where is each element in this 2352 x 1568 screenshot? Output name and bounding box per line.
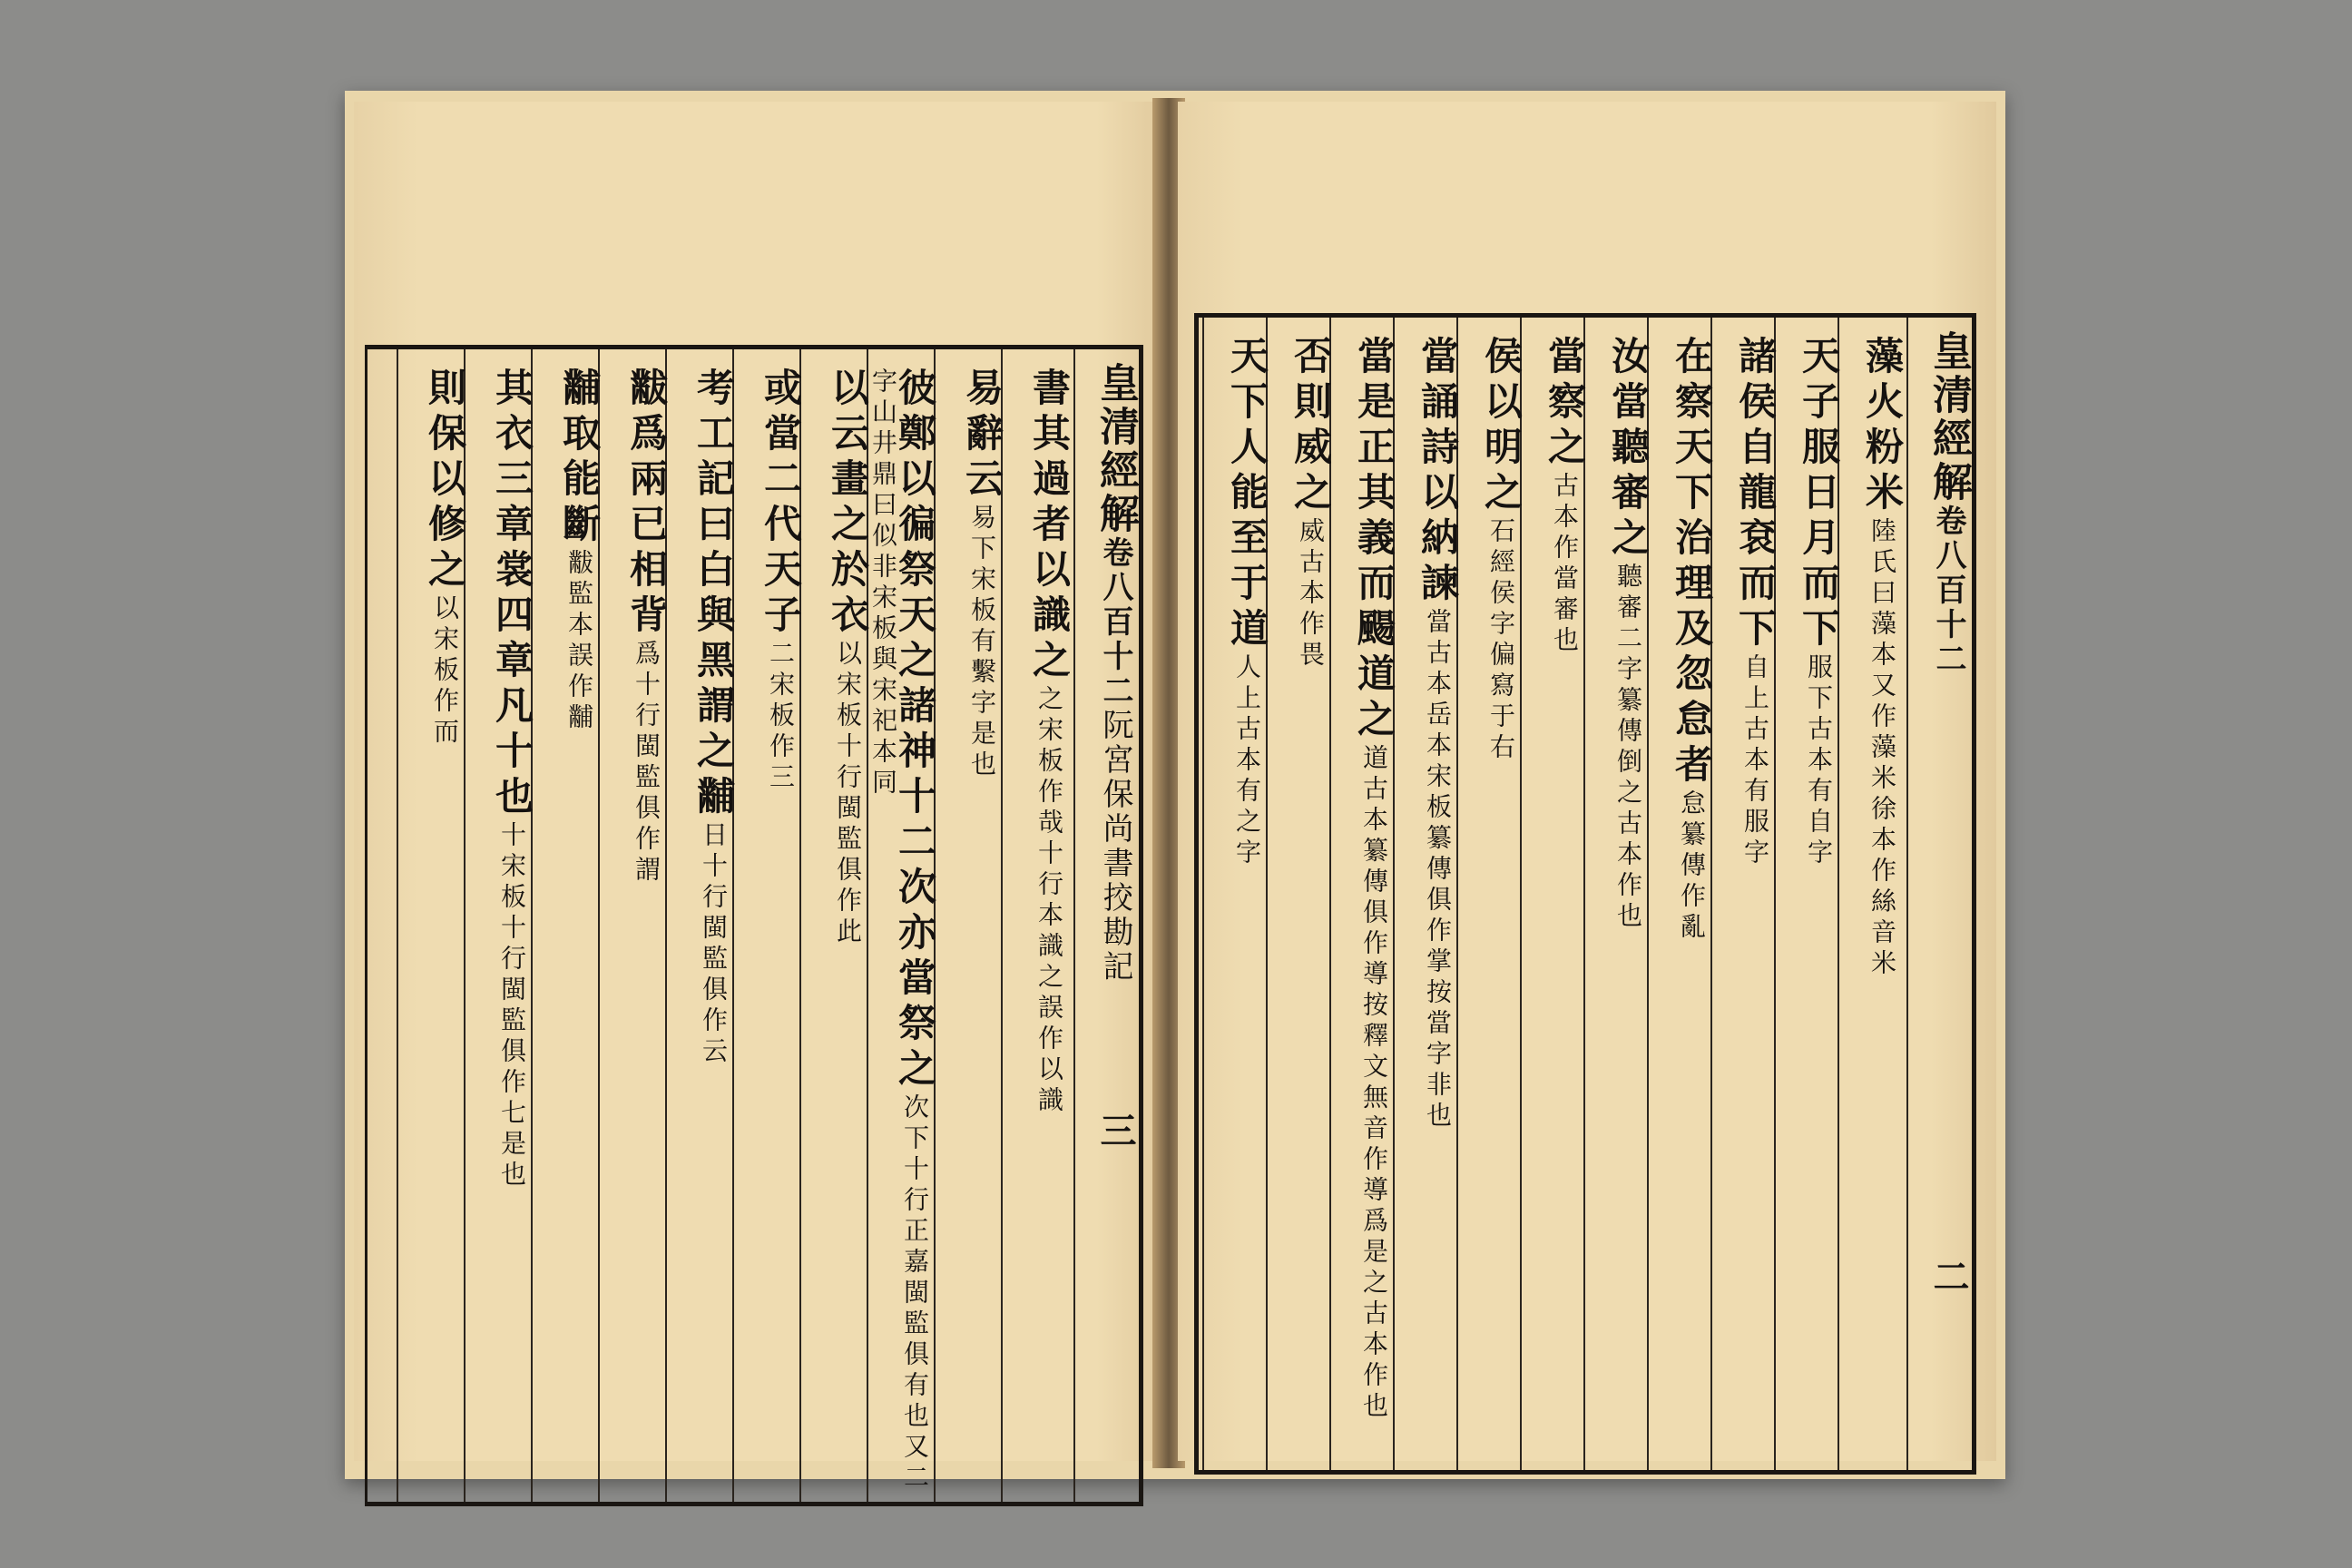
commentary-note: 爲十行閩監俱作謂 [632, 640, 662, 887]
commentary-note: 石經侯字偏寫于右 [1486, 517, 1516, 764]
commentary-note: 人上古本有之字 [1232, 653, 1262, 869]
commentary-note: 十宋板十行閩監俱作七是也 [497, 821, 527, 1191]
text-column [1271, 318, 1333, 1470]
commentary-note: 黻監本誤作黼 [564, 549, 594, 734]
main-text: 其衣三章裳四章凡十也 [490, 368, 534, 821]
left-page [354, 102, 1161, 1494]
text-column [1006, 349, 1072, 1502]
commentary-note: 聽審二字纂傳倒之古本作也 [1613, 563, 1643, 933]
commentary-note: 易下宋板有繫字是也 [967, 504, 997, 781]
page-number: 三 [1094, 1112, 1137, 1152]
right-page [1178, 102, 1996, 1461]
text-column [1398, 318, 1460, 1470]
commentary-note: 怠纂傳作亂 [1677, 789, 1707, 944]
text-column [939, 349, 1004, 1502]
text-column [1779, 318, 1841, 1470]
text-column [868, 349, 937, 1502]
commentary-note: 二宋板作三 [766, 640, 796, 794]
open-book [345, 91, 2005, 1494]
main-text: 否則威之 [1289, 336, 1333, 517]
main-text: 諸侯自龍袞而下 [1733, 336, 1778, 653]
text-column [402, 349, 467, 1502]
main-text: 當察之 [1543, 336, 1587, 472]
main-text: 考工記曰白與黑謂之黼 [691, 368, 736, 821]
main-text: 黼取能斷 [557, 368, 602, 549]
column-rule [1583, 318, 1585, 1470]
text-column [805, 349, 870, 1502]
text-column [536, 349, 602, 1502]
commentary-note: 之宋板作哉十行本識之誤作以識 [1034, 685, 1064, 1117]
column-rule [397, 349, 398, 1502]
column-rule [1906, 318, 1908, 1470]
commentary-note: 自上古本有服字 [1740, 653, 1770, 869]
text-column [671, 349, 736, 1502]
left-text-frame [365, 345, 1143, 1506]
main-text: 天下人能至于道 [1225, 336, 1269, 653]
text-column [1208, 318, 1269, 1470]
text-column [738, 349, 803, 1502]
text-column [1652, 318, 1714, 1470]
right-text-frame [1194, 313, 1976, 1475]
main-text: 當誦詩以納諫 [1416, 336, 1460, 608]
commentary-note: 當古本岳本宋板纂傳俱作掌按當字非也 [1423, 608, 1453, 1132]
commentary-note: 道古本纂傳俱作導按釋文無音作導爲是之古本作也 [1359, 744, 1389, 1423]
text-column [1589, 318, 1651, 1470]
main-text: 侯以明之 [1479, 336, 1524, 517]
main-text: 在察天下治理及忽怠者 [1670, 336, 1714, 789]
main-text: 書其過者以識之 [1027, 368, 1072, 685]
commentary-note: 以宋板作而 [430, 594, 460, 749]
text-column [1843, 318, 1905, 1470]
left-margin-title [1083, 349, 1139, 1502]
text-column [1335, 318, 1396, 1470]
author-title: 阮宮保尚書挍勘記 [1097, 709, 1133, 985]
page-number: 二 [1927, 1258, 1970, 1298]
column-rule [1073, 349, 1075, 1502]
commentary-note: 日十行閩監俱作云 [699, 821, 729, 1068]
main-text: 易辭云 [960, 368, 1004, 504]
text-column [1525, 318, 1587, 1470]
main-text: 或當二代天子 [759, 368, 803, 640]
main-text: 以云畫之於衣 [826, 368, 870, 640]
volume-label: 卷八百十二 [1930, 505, 1966, 677]
right-margin-title [1916, 318, 1972, 1470]
book-title: 皇清經解 [1093, 362, 1139, 536]
column-rule [1202, 318, 1204, 1470]
commentary-note: 威古本作畏 [1296, 517, 1326, 671]
commentary-note: 服下古本有自字 [1804, 653, 1834, 869]
text-column [603, 349, 669, 1502]
main-text: 黻爲兩已相背 [624, 368, 669, 640]
commentary-note: 陸氏曰藻本又作藻米徐本作絲音米 [1867, 517, 1897, 980]
main-text: 當是正其義而颺道之 [1352, 336, 1396, 744]
commentary-note: 以宋板十行閩監俱作此 [833, 640, 863, 948]
main-text: 汝當聽審之 [1606, 336, 1651, 563]
commentary-note: 古本作當審也 [1550, 472, 1580, 657]
column-rule [1001, 349, 1003, 1502]
main-text: 彼鄭以徧祭天之諸神十二次亦當祭之 [893, 368, 937, 1093]
main-text: 藻火粉米 [1860, 336, 1905, 517]
main-text: 天子服日月而下 [1797, 336, 1841, 653]
volume-label: 卷八百十二 [1097, 536, 1133, 709]
book-title: 皇清經解 [1926, 330, 1972, 505]
text-column [1462, 318, 1524, 1470]
text-column [1716, 318, 1778, 1470]
main-text: 則保以修之 [423, 368, 467, 594]
commentary-note: 次下十行正嘉閩監俱有也又二字山井鼎曰似非宋板與宋祀本同 [868, 368, 930, 1494]
text-column [469, 349, 534, 1502]
